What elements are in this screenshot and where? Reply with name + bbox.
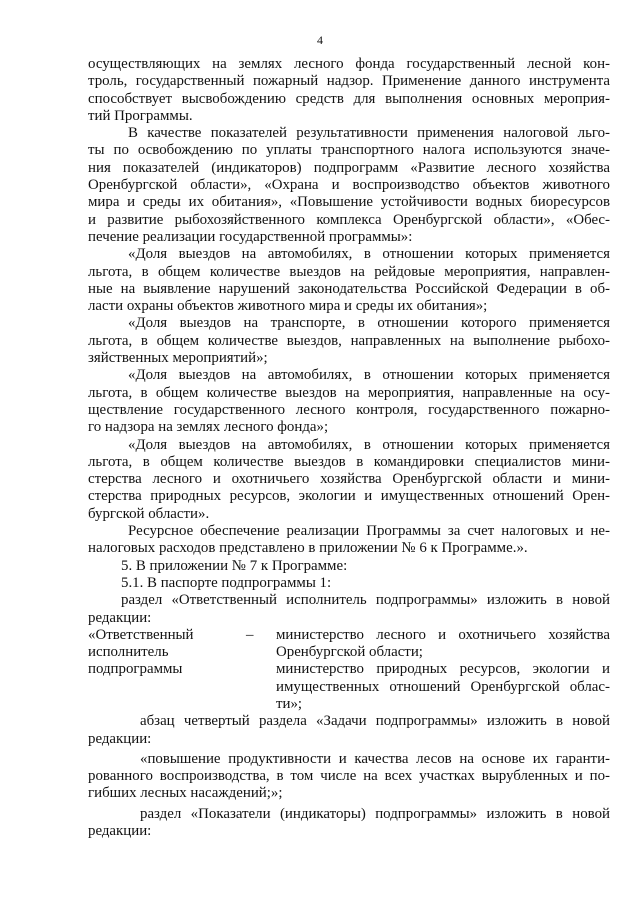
document-body: [88, 56, 610, 840]
text-line: мира и среды их обитания», «Повышение устойчивости водных биоресурсов: [88, 194, 610, 211]
text-line: В качестве показателей результативности применения налоговой льго-: [128, 125, 610, 142]
quote-indicator-4: [88, 437, 610, 523]
table-right-cell: имущественных отношений Оренбургской облас-: [276, 678, 610, 695]
text-line: налоговых расходов представлено в приложении № 6 к Программе.».: [88, 540, 528, 557]
instruction-indicators: [88, 806, 610, 841]
text-line: редакции:: [88, 823, 152, 840]
text-line: рованного воспроизводства, в том числе на всех участках вырубленных и по-: [88, 768, 610, 785]
text-line: ласти охраны объектов животного мира и среды их обитания»;: [88, 298, 488, 315]
text-line: стерства лесного и охотничьего хозяйства Оренбургской области и мини-: [88, 471, 610, 488]
table-left-cell: исполнитель: [88, 644, 169, 661]
text-line: льгота, в общем количестве выездов в командировки специалистов мини-: [88, 453, 610, 470]
text-line: льгота, в общем количестве выездов, направленных на выполнение рыбохо-: [88, 332, 610, 349]
quote-indicator-3: [88, 367, 610, 436]
table-left-cell: подпрограммы: [88, 661, 183, 678]
text-line: льгота, в общем количестве выездов на мероприятия, направленные на осу-: [88, 384, 610, 401]
table-row: [88, 644, 610, 661]
text-line: «Доля выездов на автомобилях, в отношении которых применяется: [128, 246, 610, 263]
paragraph-indicators: [88, 125, 610, 246]
quote-tasks: [88, 751, 610, 803]
text-line: ные на выявление нарушений законодательства Российской Федерации в об-: [88, 280, 610, 297]
table-right-cell: ти»;: [276, 695, 303, 712]
text-line: «Доля выездов на автомобилях, в отношении которых применяется: [128, 367, 610, 384]
text-line: Ресурсное обеспечение реализации Программы за счет налоговых и не-: [128, 523, 610, 540]
text-line: зяйственных мероприятий»;: [88, 350, 268, 367]
quote-indicator-1: [88, 246, 610, 315]
text-line: абзац четвертый раздела «Задачи подпрограммы» изложить в новой: [140, 713, 610, 730]
text-line: редакции:: [88, 609, 152, 626]
text-line: «повышение продуктивности и качества лесов на основе их гаранти-: [140, 750, 610, 767]
text-line: редакции:: [88, 730, 152, 747]
text-line: гибших лесных насаждений;»;: [88, 785, 283, 802]
table-left-cell: «Ответственный: [88, 626, 194, 643]
text-line: троль, государственный пожарный надзор. Применение данного инструмента: [88, 73, 610, 90]
table-row: [88, 627, 610, 644]
executor-table: [88, 627, 610, 713]
text-line: раздел «Ответственный исполнитель подпрограммы» изложить в новой: [121, 592, 610, 609]
table-row: [88, 696, 610, 713]
table-row: [88, 661, 610, 678]
item-5-heading: 5. В приложении № 7 к Программе:: [121, 557, 348, 574]
text-line: ществление государственного лесного контроля, государственного пожарно-: [88, 401, 610, 418]
text-line: ты по освобождению по уплаты транспортного налога используются значе-: [88, 142, 610, 159]
table-dash: –: [246, 626, 254, 643]
table-right-cell: министерство природных ресурсов, экологии и: [276, 661, 610, 678]
text-line: печение реализации государственной программы»:: [88, 228, 413, 245]
text-line: бургской области».: [88, 505, 210, 522]
item-5-1-heading: 5.1. В паспорте подпрограммы 1:: [121, 574, 332, 591]
text-line: «Доля выездов на автомобилях, в отношении которых применяется: [128, 436, 610, 453]
text-line: «Доля выездов на транспорте, в отношении которого применяется: [128, 315, 610, 332]
paragraph-resources: [88, 523, 610, 558]
text-line: способствует высвобождению средств для выполнения основных мероприя-: [88, 90, 610, 107]
text-line: го надзора на землях лесного фонда»;: [88, 419, 329, 436]
text-line: осуществляющих на землях лесного фонда государственный лесной кон-: [88, 56, 610, 72]
text-line: ния показателей (индикаторов) подпрограмм «Развитие лесного хозяйства: [88, 159, 610, 176]
text-line: стерства природных ресурсов, экологии и имущественных отношений Орен-: [88, 488, 610, 505]
text-line: Оренбургской области», «Охрана и воспроизводство объектов животного: [88, 177, 610, 194]
page-number: 4: [317, 33, 323, 47]
table-right-cell: Оренбургской области;: [276, 644, 423, 661]
table-row: [88, 679, 610, 696]
paragraph-intro: [88, 56, 610, 125]
text-line: раздел «Показатели (индикаторы) подпрограммы» изложить в новой: [140, 805, 610, 822]
quote-indicator-2: [88, 315, 610, 367]
text-line: льгота, в общем количестве выездов на рейдовые мероприятия, направлен-: [88, 263, 610, 280]
instruction-executor: [88, 592, 610, 627]
table-right-cell: министерство лесного и охотничьего хозяйства: [276, 626, 610, 643]
instruction-tasks: [88, 713, 610, 748]
text-line: тий Программы.: [88, 107, 193, 124]
text-line: и развитие рыбохозяйственного комплекса Оренбургской области», «Обес-: [88, 211, 610, 228]
